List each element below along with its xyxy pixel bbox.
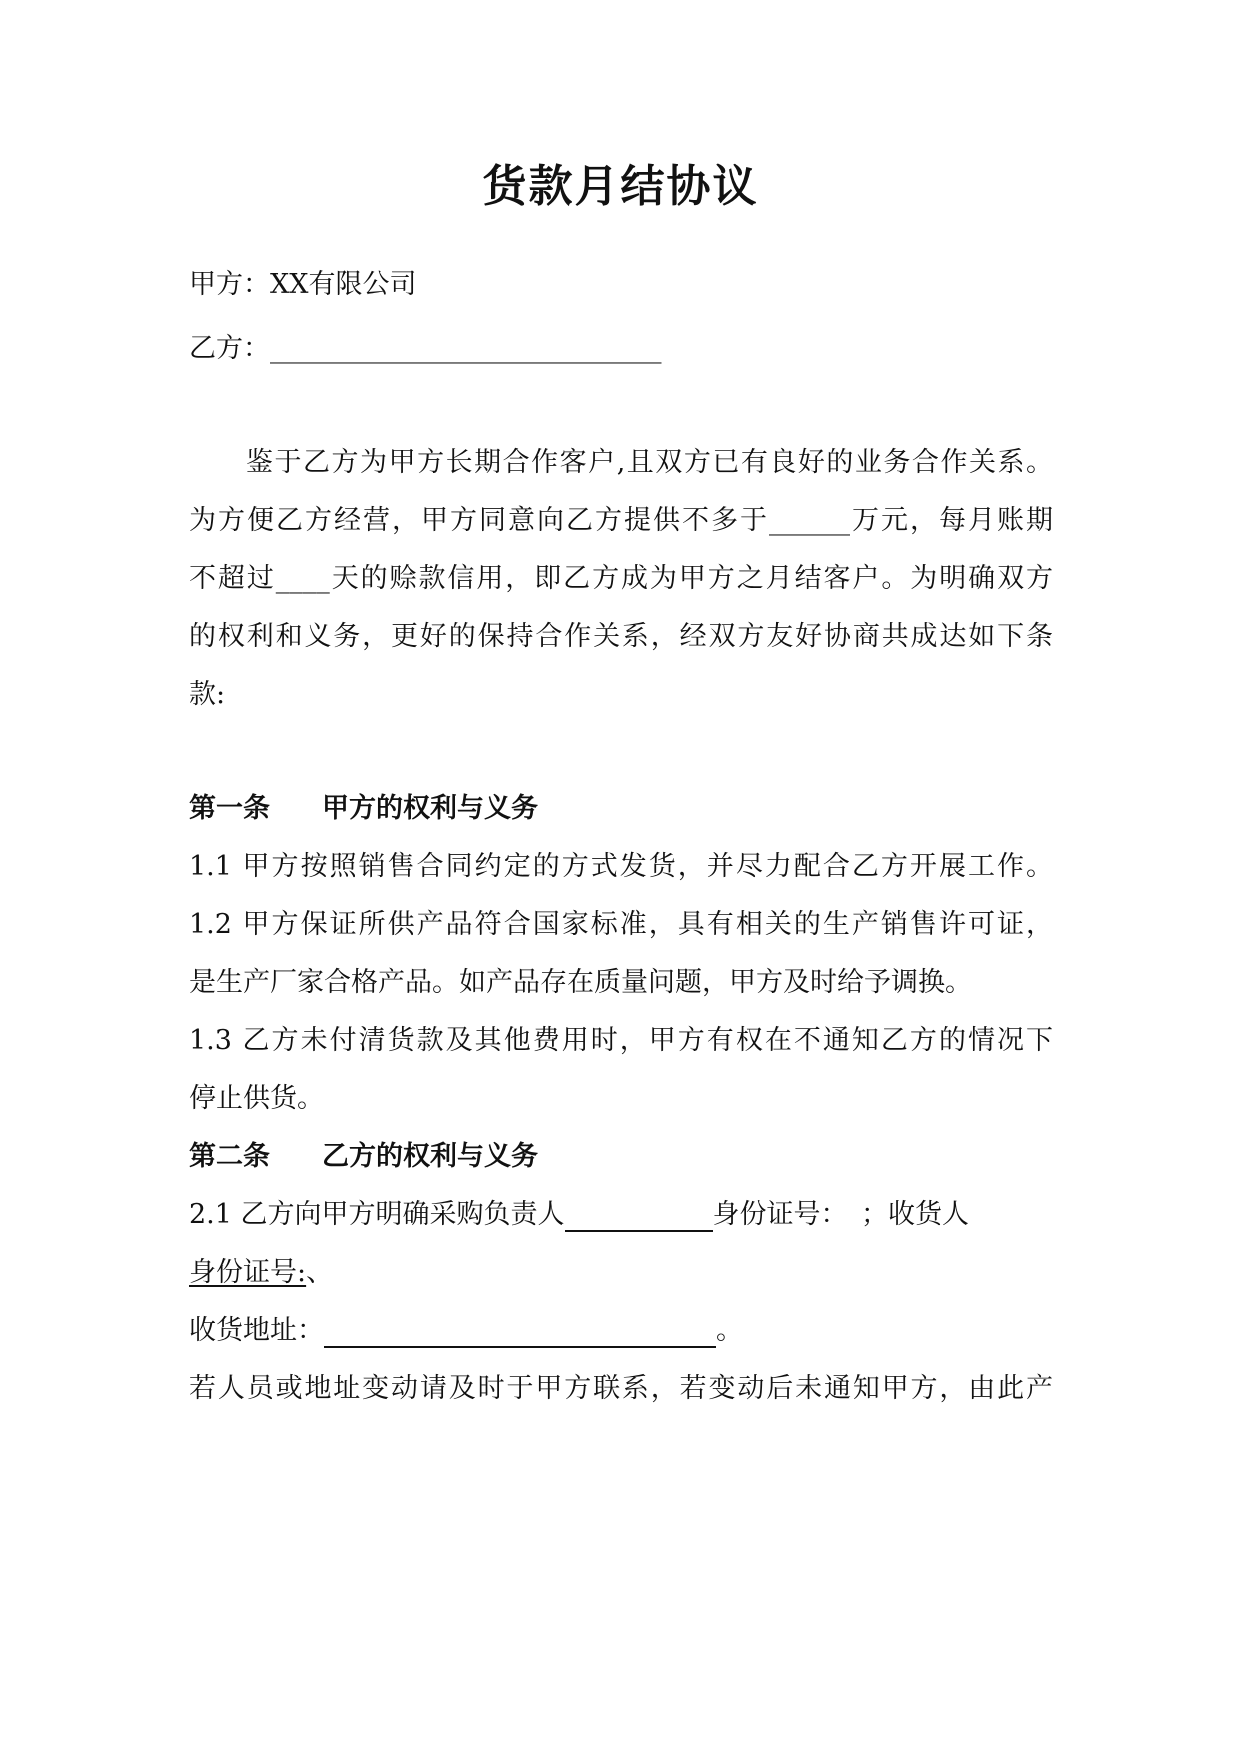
address-blank — [324, 1315, 716, 1348]
preamble-line-1: 鉴于乙方为甲方长期合作客户,且双方已有良好的业务合作关系。 — [246, 447, 1053, 478]
party-b-line: 乙方：_____________________________ — [189, 333, 662, 364]
article-1-line-4: 1.3 乙方未付清货款及其他费用时，甲方有权在不通知乙方的情况下 — [189, 1025, 1053, 1056]
receiver-id-sep: 、 — [306, 1257, 334, 1288]
receiver-id-label: 身份证号: — [189, 1257, 307, 1288]
article-1-title: 甲方的权利与义务 — [322, 793, 538, 824]
article-2-title: 乙方的权利与义务 — [322, 1141, 538, 1172]
article-1-number: 第一条 — [189, 793, 270, 824]
preamble-line-2: 为方便乙方经营，甲方同意向乙方提供不多于______万元，每月账期 — [189, 505, 1053, 536]
article-2-line-2 — [189, 1250, 333, 1289]
article-2-heading — [189, 1134, 538, 1173]
id-receiver-label: 身份证号： ；收货人 — [712, 1199, 970, 1230]
article-2-number: 第二条 — [189, 1141, 270, 1172]
article-2-line-4: 若人员或地址变动请及时于甲方联系，若变动后未通知甲方，由此产 — [189, 1373, 1053, 1404]
preamble-line-3: 不超过____天的赊款信用，即乙方成为甲方之月结客户。为明确双方 — [189, 563, 1053, 594]
preamble-line-4: 的权利和义务，更好的保持合作关系，经双方友好协商共成达如下条 — [189, 621, 1053, 652]
article-1-line-1: 1.1 甲方按照销售合同约定的方式发货，并尽力配合乙方开展工作。 — [189, 851, 1053, 882]
purchaser-blank — [565, 1199, 713, 1232]
article-1-heading — [189, 786, 538, 825]
document-title: 货款月结协议 — [482, 161, 759, 212]
party-a-line: 甲方：XX有限公司 — [189, 269, 417, 300]
article-2-line-3 — [189, 1308, 743, 1348]
preamble-line-5: 款: — [189, 679, 226, 710]
article-1-line-5: 停止供货。 — [189, 1083, 324, 1114]
article-2-line-1 — [189, 1192, 969, 1232]
article-1-line-3: 是生产厂家合格产品。如产品存在质量问题，甲方及时给予调换。 — [189, 967, 972, 998]
address-end: 。 — [716, 1315, 743, 1346]
article-1-line-2: 1.2 甲方保证所供产品符合国家标准，具有相关的生产销售许可证， — [189, 909, 1053, 940]
address-label: 收货地址： — [189, 1315, 324, 1346]
purchaser-label: 2.1 乙方向甲方明确采购负责人 — [189, 1199, 565, 1230]
